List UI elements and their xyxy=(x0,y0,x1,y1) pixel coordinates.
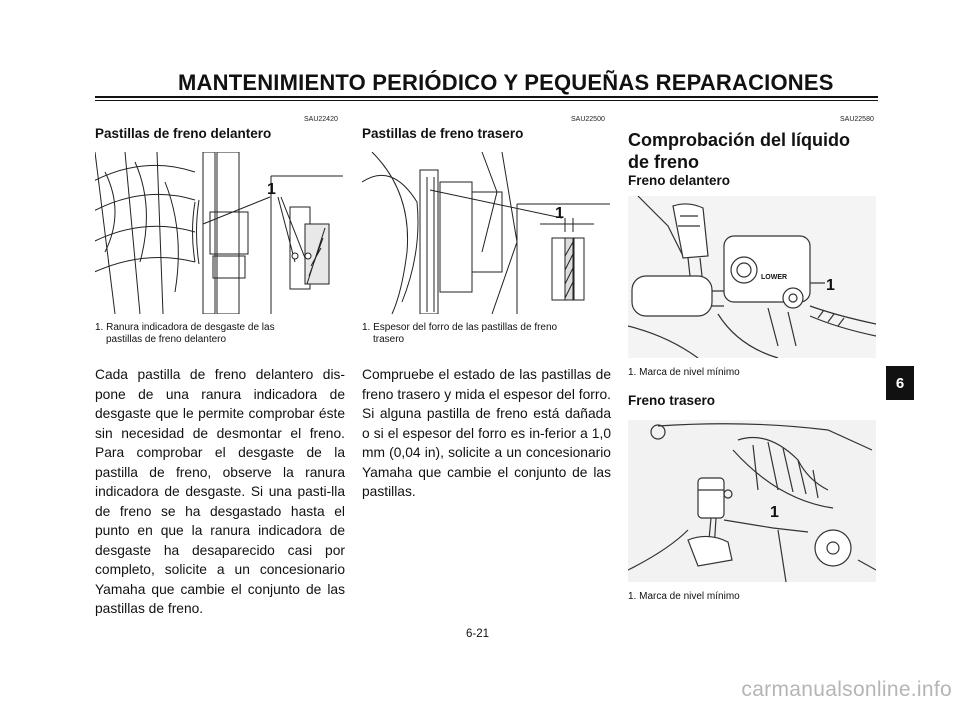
section-heading xyxy=(628,129,878,173)
section-code: SAU22420 xyxy=(304,116,338,123)
header-rule xyxy=(95,96,878,98)
figure-label: 1 xyxy=(267,181,276,198)
chapter-tab: 6 xyxy=(886,366,914,400)
heading-line: de freno xyxy=(628,152,700,172)
figure-caption: 1. Marca de nivel mínimo xyxy=(628,367,740,378)
body-text xyxy=(362,365,611,502)
caption-line: 1. Espesor del forro de las pastillas de freno xyxy=(362,322,558,333)
lower-stamp: LOWER xyxy=(761,274,788,281)
figure-label: 1 xyxy=(770,504,779,521)
watermark: carmanualsonline.info xyxy=(741,678,952,701)
subheading: Freno delantero xyxy=(628,173,731,188)
page-number: 6-21 xyxy=(466,628,490,640)
figure-caption xyxy=(362,322,612,346)
heading-line: Comprobación del líquido xyxy=(628,130,850,150)
rear-brake-pad-figure xyxy=(362,152,610,314)
front-brake-pad-figure xyxy=(95,152,343,314)
paragraph: Cada pastilla de freno delantero dis-pone de una ranura indicadora de desgaste que le permite comprobar éste sin necesidad de desmontar el freno. Para comprobar el desgaste de la pastilla de freno, observe la ranura indicadora de desgaste. Si una pasti-lla de freno se ha desgastado hasta el punto en que la ranura indicadora de desgaste ha desaparecido casi por completo, solicite a un concesionario Yamaha que cambie el conjunto de las pastillas de freno. xyxy=(95,367,345,616)
paragraph: Compruebe el estado de las pastillas de freno trasero y mida el espesor del forro. Si alguna pastilla de freno está dañada o si el espesor del forro es in-ferior a 1,0 mm (0,04 in), solicite a un concesionario Yamaha que cambie el conjunto de las pastillas. xyxy=(362,367,611,499)
figure-label: 1 xyxy=(555,205,564,222)
caption-line: 1. Ranura indicadora de desgaste de las xyxy=(95,322,275,333)
section-heading: Pastillas de freno delantero xyxy=(95,126,272,141)
body-text xyxy=(95,365,345,619)
figure-caption xyxy=(95,322,345,346)
front-brake-reservoir-photo xyxy=(628,196,876,358)
section-heading: Pastillas de freno trasero xyxy=(362,126,524,141)
section-code: SAU22500 xyxy=(571,116,605,123)
rear-brake-reservoir-photo xyxy=(628,420,876,582)
caption-line: trasero xyxy=(373,334,405,345)
header-rule-thin xyxy=(95,100,878,101)
page-title: MANTENIMIENTO PERIÓDICO Y PEQUEÑAS REPARACIONES xyxy=(178,70,834,95)
figure-label: 1 xyxy=(826,277,835,294)
subheading: Freno trasero xyxy=(628,393,716,408)
section-code: SAU22580 xyxy=(840,116,874,123)
figure-caption: 1. Marca de nivel mínimo xyxy=(628,591,740,602)
caption-line: pastillas de freno delantero xyxy=(106,334,227,345)
